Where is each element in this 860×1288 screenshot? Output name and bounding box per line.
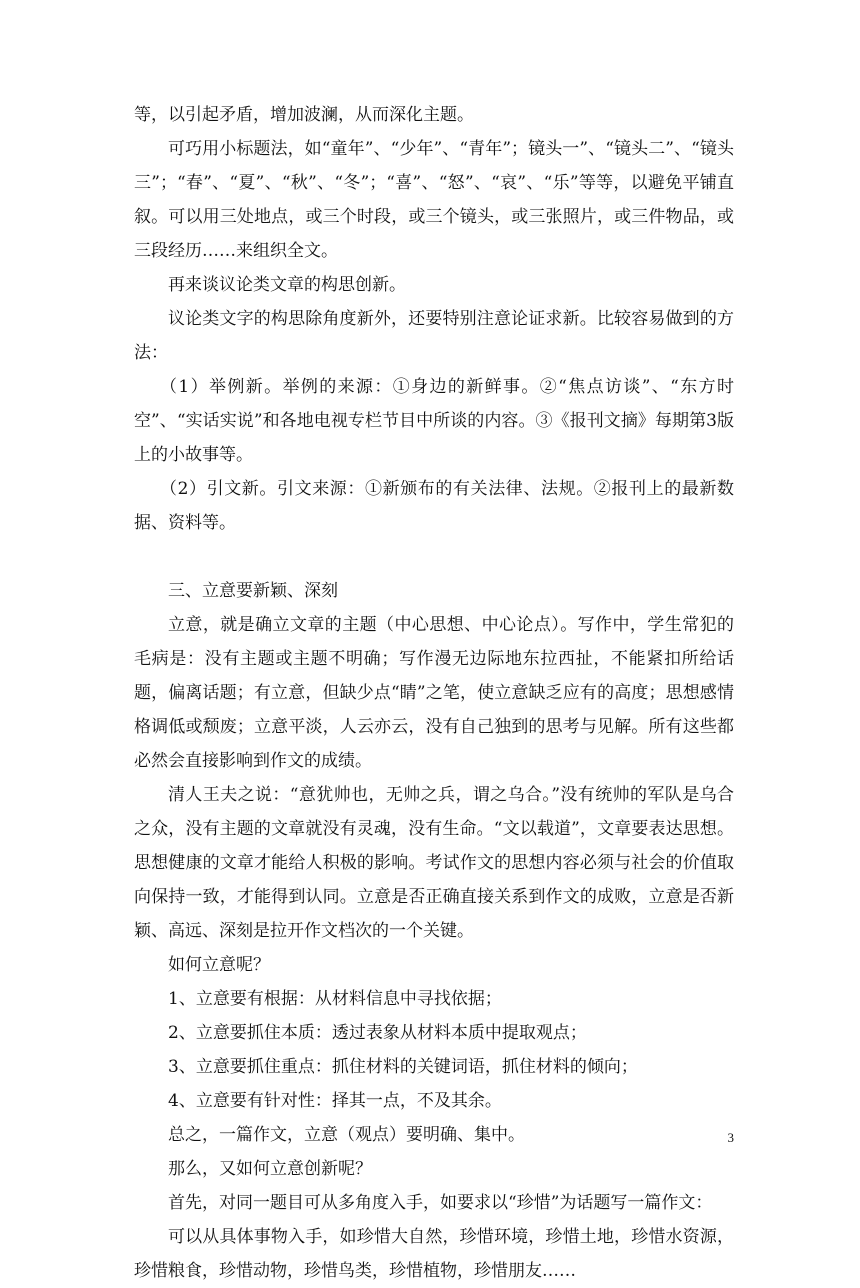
list-item-1: 1、立意要有根据：从材料信息中寻找依据； [168, 989, 502, 1009]
paragraph-argument-methods: 议论类文字的构思除角度新外，还要特别注意论证求新。比较容易做到的方法： [134, 309, 734, 363]
paragraph-definition: 立意，就是确立文章的主题（中心思想、中心论点）。写作中，学生常犯的毛病是：没有主题或主题不明确；写作漫无边际地东拉西扯，不能紧扣所给话题，偏离话题；有立意，但缺少点“睛”之笔，使立意缺乏应有的高度；思想感情格调低或颓废；立意平淡，人云亦云，没有自己独到的思考与见解。所有这些都必然会直接影响到作文的成绩。 [134, 615, 734, 771]
paragraph-summary: 总之，一篇作文，立意（观点）要明确、集中。 [168, 1125, 525, 1145]
paragraph-quote: 清人王夫之说：“意犹帅也，无帅之兵，谓之乌合。”没有统帅的军队是乌合之众，没有主题的文章就没有灵魂，没有生命。“文以载道”，文章要表达思想。思想健康的文章才能给人积极的影响。考试作文的思想内容必须与社会的价值取向保持一致，才能得到认同。立意是否正确直接关系到作文的成败，立意是否新颖、高远、深刻是拉开作文档次的一个关键。 [134, 785, 734, 941]
paragraph-argument-intro: 再来谈议论类文章的构思创新。 [168, 275, 406, 295]
paragraph-examples: 可以从具体事物入手，如珍惜大自然，珍惜环境，珍惜土地，珍惜水资源，珍惜粮食，珍惜动物，珍惜鸟类，珍惜植物，珍惜朋友…… [134, 1227, 734, 1281]
section-heading: 三、立意要新颖、深刻 [168, 581, 338, 601]
section-gap [134, 540, 734, 574]
paragraph-example-new: （1）举例新。举例的来源：①身边的新鲜事。②“焦点访谈”、“东方时空”、“实话实说”和各地电视专栏节目中所谈的内容。③《报刊文摘》每期第3版上的小故事等。 [134, 377, 734, 465]
page-number: 3 [727, 1130, 734, 1145]
paragraph-question: 如何立意呢？ [168, 955, 270, 975]
document-body [134, 98, 734, 1288]
list-item-4: 4、立意要有针对性：择其一点，不及其余。 [168, 1091, 502, 1111]
paragraph-innovation-question: 那么，又如何立意创新呢？ [168, 1159, 372, 1179]
paragraph-subtitle-method: 可巧用小标题法，如“童年”、“少年”、“青年”；镜头一”、“镜头二”、“镜头三”；“春”、“夏”、“秋”、“冬”；“喜”、“怒”、“哀”、“乐”等等，以避免平铺直叙。可以用三处地点，或三个时段，或三个镜头，或三张照片，或三件物品，或三段经历……来组织全文。 [134, 139, 734, 261]
paragraph-continuation: 等，以引起矛盾，增加波澜，从而深化主题。 [134, 105, 474, 125]
paragraph-first-point: 首先，对同一题目可从多角度入手，如要求以“珍惜”为话题写一篇作文： [168, 1193, 713, 1213]
paragraph-citation-new: （2）引文新。引文来源：①新颁布的有关法律、法规。②报刊上的最新数据、资料等。 [134, 479, 734, 533]
list-item-3: 3、立意要抓住重点：抓住材料的关键词语，抓住材料的倾向； [168, 1057, 638, 1077]
list-item-2: 2、立意要抓住本质：透过表象从材料本质中提取观点； [168, 1023, 587, 1043]
